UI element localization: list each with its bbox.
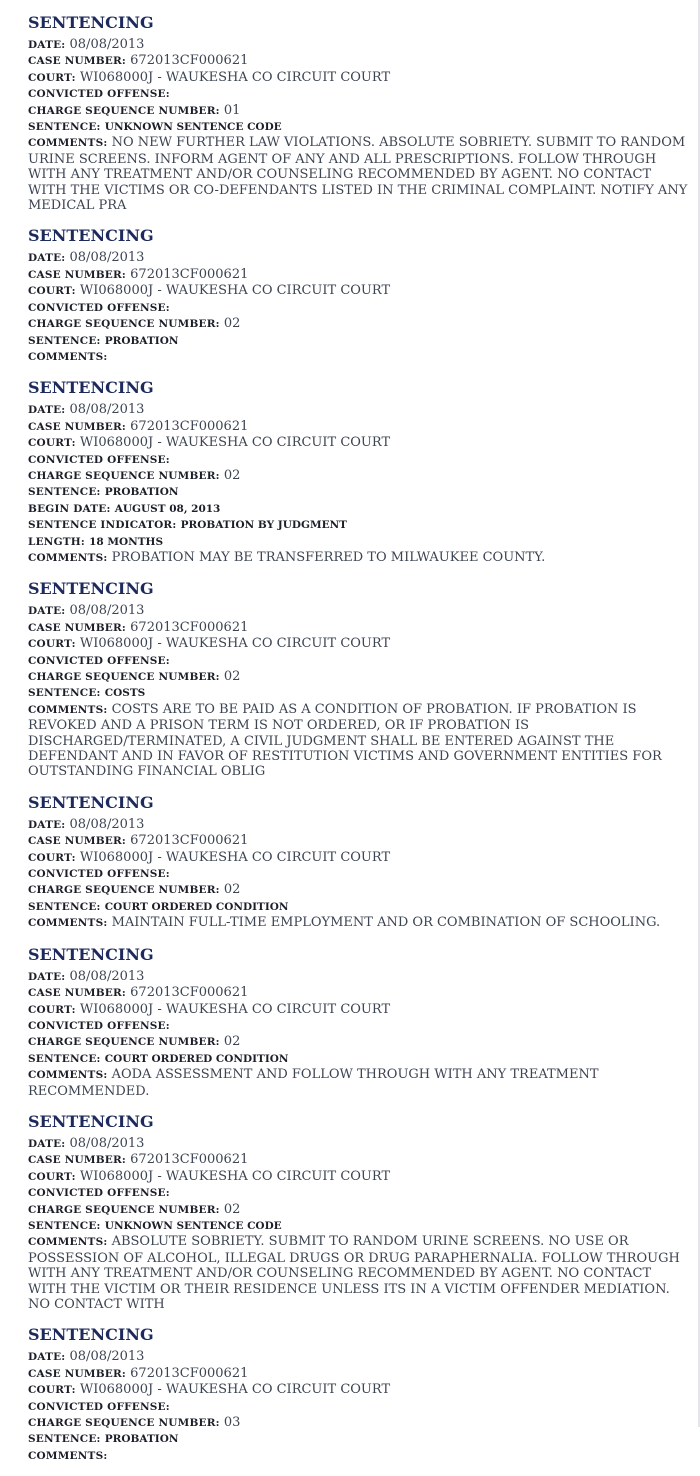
charge-seq-value: 02: [223, 316, 241, 332]
case-number-row: [28, 419, 692, 435]
convicted-offense-row: [28, 452, 692, 468]
length-row: [28, 534, 692, 550]
case-number-value: 672013CF000621: [130, 53, 249, 69]
court-value: WI068000J - WAUKESHA CO CIRCUIT COURT: [79, 636, 391, 652]
charge-seq-row: [28, 103, 692, 119]
case-number-value: 672013CF000621: [130, 418, 249, 434]
date-row: [28, 1349, 692, 1365]
section-heading: SENTENCING: [28, 579, 154, 599]
court-row: [28, 1382, 692, 1398]
date-value: 08/08/2013: [69, 402, 145, 418]
comments-value: COSTS ARE TO BE PAID AS A CONDITION OF PROBATION. IF PROBATION IS REVOKED AND A PRISON TERM IS NOT ORDERED, OR IF PROBATION IS DISCHARGED/TERMINATED, A CIVIL JUDGMENT SHALL BE ENTERED AGAINST THE DEFENDANT AND IN FAVOR OF RESTITUTION VICTIMS AND GOVERNMENT ENTITIES FOR OUTSTANDING FINANCIAL OBLIG: [28, 701, 662, 780]
charge-seq-row: [28, 1202, 692, 1218]
comments-value: ABSOLUTE SOBRIETY. SUBMIT TO RANDOM URINE SCREENS. NO USE OR POSSESSION OF ALCOHOL, ILLEGAL DRUGS OR DRUG PARAPHERNALIA. FOLLOW THROUGH WITH ANY TREATMENT AND/OR COUNSELING RECOMMENDED BY AGENT. NO CONTACT WITH THE VICTIM OR THEIR RESIDENCE UNLESS ITS IN A VICTIM OFFENDER MEDIATION. NO CONTACT WITH: [28, 1234, 680, 1312]
court-value: WI068000J - WAUKESHA CO CIRCUIT COURT: [79, 1001, 391, 1017]
convicted-offense-label: CONVICTED OFFENSE:: [28, 88, 170, 101]
begin-date-label: BEGIN DATE:: [28, 502, 111, 515]
length-value: 18 MONTHS: [89, 535, 164, 548]
sentencing-record: [28, 377, 692, 566]
court-label: COURT:: [28, 851, 76, 864]
sentence-indicator-label: SENTENCE INDICATOR:: [28, 519, 177, 532]
case-number-row: [28, 1366, 692, 1382]
date-row: [28, 603, 692, 619]
sentence-label: SENTENCE:: [28, 900, 101, 913]
court-value: WI068000J - WAUKESHA CO CIRCUIT COURT: [79, 1382, 391, 1398]
case-number-label: CASE NUMBER:: [28, 621, 127, 634]
comments-value: NO NEW FURTHER LAW VIOLATIONS. ABSOLUTE SOBRIETY. SUBMIT TO RANDOM URINE SCREENS. INFORM AGENT OF ANY AND ALL PRESCRIPTIONS. FOLLOW THROUGH WITH ANY TREATMENT AND/OR COUNSELING RECOMMENDED BY AGENT. NO CONTACT WITH THE VICTIMS OR CO-DEFENDANTS LISTED IN THE CRIMINAL COMPLAINT. NOTIFY ANY MEDICAL PRA: [28, 135, 688, 214]
date-row: [28, 1136, 692, 1152]
sentence-value: UNKNOWN SENTENCE CODE: [104, 121, 282, 134]
sentencing-record: [28, 578, 692, 779]
sentence-value: COSTS: [104, 687, 146, 700]
date-value: 08/08/2013: [69, 968, 145, 984]
date-row: [28, 969, 692, 985]
comments-label: COMMENTS:: [28, 917, 108, 930]
convicted-offense-label: CONVICTED OFFENSE:: [28, 1019, 170, 1032]
section-heading: SENTENCING: [28, 1111, 154, 1131]
court-row: [28, 1002, 692, 1018]
date-value: 08/08/2013: [69, 250, 145, 266]
comments-label: COMMENTS:: [28, 1069, 108, 1082]
comments-row: [28, 1448, 692, 1464]
date-label: DATE:: [28, 404, 66, 417]
comments-label: COMMENTS:: [28, 703, 108, 716]
court-value: WI068000J - WAUKESHA CO CIRCUIT COURT: [79, 1168, 391, 1184]
sentence-row: [28, 685, 692, 701]
comments-label: COMMENTS:: [28, 1449, 108, 1462]
charge-seq-label: CHARGE SEQUENCE NUMBER:: [28, 104, 220, 117]
court-label: COURT:: [28, 1384, 76, 1397]
sentence-label: SENTENCE:: [28, 334, 101, 347]
case-number-row: [28, 620, 692, 636]
convicted-offense-label: CONVICTED OFFENSE:: [28, 453, 170, 466]
case-number-row: [28, 1152, 692, 1168]
convicted-offense-label: CONVICTED OFFENSE:: [28, 301, 170, 314]
sentence-label: SENTENCE:: [28, 1433, 101, 1446]
convicted-offense-row: [28, 866, 692, 882]
comments-row: [28, 550, 692, 566]
date-label: DATE:: [28, 1351, 66, 1364]
sentencing-record: [28, 225, 692, 365]
section-heading: SENTENCING: [28, 944, 154, 964]
date-label: DATE:: [28, 39, 66, 51]
section-heading: SENTENCING: [28, 792, 154, 812]
charge-seq-label: CHARGE SEQUENCE NUMBER:: [28, 1417, 220, 1430]
sentencing-list: [28, 12, 692, 1476]
charge-seq-row: [28, 468, 692, 484]
charge-seq-value: 02: [223, 467, 241, 483]
sentencing-record: [28, 1324, 692, 1464]
comments-value: PROBATION MAY BE TRANSFERRED TO MILWAUKEE COUNTY.: [111, 549, 546, 565]
case-number-label: CASE NUMBER:: [28, 1367, 127, 1380]
case-number-label: CASE NUMBER:: [28, 420, 127, 433]
convicted-offense-row: [28, 1399, 692, 1415]
sentence-row: [28, 1051, 692, 1067]
sentence-value: COURT ORDERED CONDITION: [104, 1052, 289, 1065]
charge-seq-label: CHARGE SEQUENCE NUMBER:: [28, 318, 220, 331]
begin-date-value: AUGUST 08, 2013: [114, 502, 221, 515]
sentence-value: PROBATION: [104, 334, 179, 347]
comments-label: COMMENTS:: [28, 551, 108, 564]
case-number-row: [28, 985, 692, 1001]
charge-seq-label: CHARGE SEQUENCE NUMBER:: [28, 1203, 220, 1216]
sentence-row: [28, 1431, 692, 1447]
court-row: [28, 850, 692, 866]
charge-seq-value: 02: [223, 1034, 241, 1050]
case-number-label: CASE NUMBER:: [28, 55, 127, 68]
comments-row: [28, 1067, 692, 1099]
court-label: COURT:: [28, 437, 76, 450]
date-row: [28, 402, 692, 418]
convicted-offense-row: [28, 1185, 692, 1201]
sentence-row: [28, 1218, 692, 1234]
case-number-row: [28, 833, 692, 849]
sentencing-record: [28, 792, 692, 932]
charge-seq-row: [28, 882, 692, 898]
case-number-value: 672013CF000621: [130, 833, 249, 849]
convicted-offense-label: CONVICTED OFFENSE:: [28, 1400, 170, 1413]
date-label: DATE:: [28, 818, 66, 831]
court-row: [28, 435, 692, 451]
sentence-indicator-value: PROBATION BY JUDGMENT: [180, 519, 347, 532]
case-number-value: 672013CF000621: [130, 1152, 249, 1168]
section-heading: SENTENCING: [28, 226, 154, 246]
sentence-label: SENTENCE:: [28, 486, 101, 499]
comments-row: [28, 135, 692, 213]
charge-seq-value: 02: [223, 882, 241, 898]
sentence-row: [28, 899, 692, 915]
sentence-value: UNKNOWN SENTENCE CODE: [104, 1219, 282, 1232]
charge-seq-value: 03: [223, 1415, 241, 1431]
section-heading: SENTENCING: [28, 378, 154, 398]
case-number-value: 672013CF000621: [130, 619, 249, 635]
sentence-row: [28, 119, 692, 135]
charge-seq-row: [28, 669, 692, 685]
charge-seq-label: CHARGE SEQUENCE NUMBER:: [28, 469, 220, 482]
date-value: 08/08/2013: [69, 37, 145, 52]
sentence-label: SENTENCE:: [28, 687, 101, 700]
charge-seq-value: 01: [223, 102, 241, 118]
sentencing-record: [28, 1111, 692, 1312]
charge-seq-label: CHARGE SEQUENCE NUMBER:: [28, 884, 220, 897]
court-label: COURT:: [28, 638, 76, 651]
date-value: 08/08/2013: [69, 816, 145, 832]
date-label: DATE:: [28, 970, 66, 983]
comments-label: COMMENTS:: [28, 137, 108, 150]
sentencing-record: [28, 12, 692, 213]
convicted-offense-label: CONVICTED OFFENSE:: [28, 654, 170, 667]
case-number-value: 672013CF000621: [130, 266, 249, 282]
case-number-value: 672013CF000621: [130, 985, 249, 1001]
sentence-label: SENTENCE:: [28, 1219, 101, 1232]
date-row: [28, 817, 692, 833]
comments-value: MAINTAIN FULL-TIME EMPLOYMENT AND OR COMBINATION OF SCHOOLING.: [111, 915, 661, 931]
begin-date-row: [28, 501, 692, 517]
court-label: COURT:: [28, 71, 76, 84]
court-label: COURT:: [28, 285, 76, 298]
date-row: [28, 37, 692, 53]
court-value: WI068000J - WAUKESHA CO CIRCUIT COURT: [79, 283, 391, 299]
charge-seq-row: [28, 1034, 692, 1050]
sentence-row: [28, 333, 692, 349]
sentence-label: SENTENCE:: [28, 1052, 101, 1065]
convicted-offense-row: [28, 86, 692, 102]
comments-row: [28, 349, 692, 365]
convicted-offense-row: [28, 1018, 692, 1034]
comments-row: [28, 702, 692, 780]
comments-value: AODA ASSESSMENT AND FOLLOW THROUGH WITH ANY TREATMENT RECOMMENDED.: [28, 1067, 599, 1099]
date-label: DATE:: [28, 252, 66, 265]
convicted-offense-row: [28, 300, 692, 316]
sentencing-record: [28, 944, 692, 1099]
sentence-value: PROBATION: [104, 1433, 179, 1446]
date-label: DATE:: [28, 1137, 66, 1150]
charge-seq-value: 02: [223, 669, 241, 684]
length-label: LENGTH:: [28, 535, 85, 548]
case-number-label: CASE NUMBER:: [28, 835, 127, 848]
convicted-offense-label: CONVICTED OFFENSE:: [28, 868, 170, 881]
court-row: [28, 70, 692, 86]
sentence-value: PROBATION: [104, 486, 179, 499]
charge-seq-value: 02: [223, 1201, 241, 1217]
sentence-value: COURT ORDERED CONDITION: [104, 900, 289, 913]
comments-row: [28, 1234, 692, 1312]
comments-label: COMMENTS:: [28, 350, 108, 363]
court-label: COURT:: [28, 1170, 76, 1183]
section-heading: SENTENCING: [28, 13, 154, 32]
court-value: WI068000J - WAUKESHA CO CIRCUIT COURT: [79, 69, 391, 85]
date-value: 08/08/2013: [69, 603, 145, 619]
convicted-offense-label: CONVICTED OFFENSE:: [28, 1187, 170, 1200]
convicted-offense-row: [28, 653, 692, 669]
sentence-row: [28, 484, 692, 500]
date-label: DATE:: [28, 605, 66, 618]
case-number-value: 672013CF000621: [130, 1365, 249, 1381]
comments-row: [28, 915, 692, 931]
charge-seq-label: CHARGE SEQUENCE NUMBER:: [28, 1036, 220, 1049]
case-number-label: CASE NUMBER:: [28, 987, 127, 1000]
date-value: 08/08/2013: [69, 1349, 145, 1365]
court-value: WI068000J - WAUKESHA CO CIRCUIT COURT: [79, 849, 391, 865]
court-row: [28, 1169, 692, 1185]
comments-label: COMMENTS:: [28, 1236, 108, 1249]
case-number-row: [28, 53, 692, 69]
charge-seq-row: [28, 316, 692, 332]
court-row: [28, 283, 692, 299]
date-row: [28, 250, 692, 266]
court-row: [28, 636, 692, 652]
case-number-label: CASE NUMBER:: [28, 268, 127, 281]
sentence-label: SENTENCE:: [28, 121, 101, 134]
court-label: COURT:: [28, 1003, 76, 1016]
section-heading: SENTENCING: [28, 1325, 154, 1345]
charge-seq-label: CHARGE SEQUENCE NUMBER:: [28, 671, 220, 683]
case-number-label: CASE NUMBER:: [28, 1154, 127, 1167]
court-value: WI068000J - WAUKESHA CO CIRCUIT COURT: [79, 435, 391, 451]
charge-seq-row: [28, 1415, 692, 1431]
case-number-row: [28, 267, 692, 283]
date-value: 08/08/2013: [69, 1135, 145, 1151]
sentence-indicator-row: [28, 517, 692, 533]
